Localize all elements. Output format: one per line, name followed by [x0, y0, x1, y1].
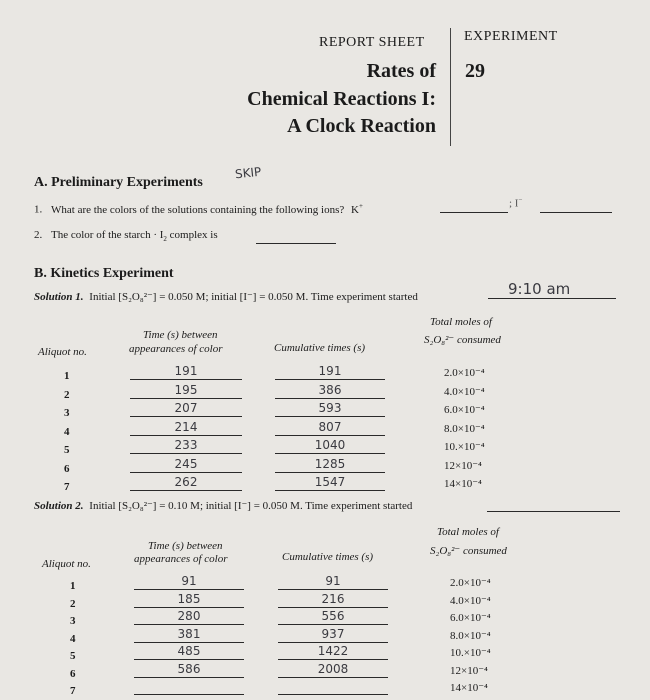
time-between-value[interactable]: 280 — [177, 609, 201, 623]
time-between-line — [130, 435, 242, 436]
aliquot-number: 5 — [70, 650, 76, 662]
total-moles-value: 4.0×10⁻⁴ — [444, 385, 485, 398]
time-between-value[interactable]: 485 — [177, 644, 201, 658]
aliquot-number: 4 — [64, 425, 70, 438]
question-1 — [34, 202, 363, 216]
cumulative-time-value[interactable]: 91 — [325, 574, 341, 588]
q1-number: 1. — [34, 203, 43, 216]
s2-header-time-2: appearances of color — [134, 553, 228, 565]
total-moles-value: 6.0×10⁻⁴ — [450, 612, 491, 624]
time-between-value[interactable]: 233 — [174, 438, 198, 452]
q1-answer-line-2[interactable] — [540, 212, 612, 213]
time-between-line — [134, 642, 244, 643]
q1-text: What are the colors of the solutions containing the following ions? — [51, 203, 345, 216]
cumulative-time-line — [278, 589, 388, 590]
s2-header-time-1: Time (s) between — [148, 540, 223, 552]
time-between-value[interactable]: 586 — [177, 661, 201, 676]
time-between-line — [134, 607, 244, 608]
q1-ion-iodide-label: ; I — [509, 197, 519, 210]
total-moles-value: 14×10⁻⁴ — [450, 682, 488, 694]
total-moles-value: 14×10⁻⁴ — [444, 478, 482, 490]
cumulative-time-value[interactable]: 593 — [318, 401, 342, 415]
solution-1-line — [34, 290, 418, 303]
title-line-3: A Clock Reaction — [287, 115, 436, 137]
q1-ion-potassium: K — [351, 203, 359, 216]
cumulative-time-value[interactable]: 2008 — [317, 661, 349, 676]
cumulative-time-value[interactable]: 1285 — [314, 456, 346, 471]
experiment-number: 29 — [465, 60, 485, 82]
s1-header-cumulative: Cumulative times (s) — [274, 342, 366, 354]
aliquot-number: 3 — [70, 615, 76, 627]
cumulative-time-value[interactable]: 556 — [321, 609, 345, 623]
time-between-value[interactable]: 191 — [174, 364, 198, 378]
solution-1-start-line[interactable] — [488, 298, 616, 299]
cumulative-time-line — [278, 677, 388, 678]
time-between-value[interactable]: 262 — [174, 475, 198, 489]
time-between-value[interactable]: 381 — [177, 626, 201, 641]
aliquot-number: 1 — [70, 580, 76, 592]
section-a-heading: A. Preliminary Experiments — [34, 175, 203, 190]
cumulative-time-line — [278, 607, 388, 608]
cumulative-time-value[interactable]: 1422 — [317, 644, 349, 658]
cumulative-time-value[interactable]: 1547 — [314, 475, 346, 489]
cumulative-time-value[interactable]: 386 — [318, 382, 342, 397]
cumulative-time-line — [278, 659, 388, 660]
report-sheet-label: REPORT SHEET — [319, 35, 425, 50]
aliquot-number: 3 — [64, 407, 70, 419]
cumulative-time-value[interactable]: 807 — [318, 419, 342, 434]
aliquot-number: 7 — [64, 481, 70, 493]
title-line-1: Rates of — [366, 60, 436, 82]
s2-header-moles-1: Total moles of — [437, 526, 499, 538]
q2-text: The color of the starch · I — [51, 229, 164, 241]
q1-ion-potassium-charge: + — [358, 202, 363, 210]
time-between-line — [130, 416, 242, 417]
time-between-value[interactable]: 195 — [174, 382, 198, 397]
cumulative-time-line — [275, 379, 385, 380]
header-divider — [450, 28, 451, 146]
cumulative-time-value[interactable]: 191 — [318, 364, 342, 378]
cumulative-time-value[interactable]: 937 — [321, 626, 345, 641]
cumulative-time-line — [278, 694, 388, 695]
total-moles-value: 2.0×10⁻⁴ — [444, 367, 485, 379]
total-moles-value: 2.0×10⁻⁴ — [450, 577, 491, 589]
q1-ion-iodide — [509, 196, 522, 210]
aliquot-number: 4 — [70, 632, 76, 645]
q1-ion-iodide-charge: − — [518, 196, 523, 204]
total-moles-value: 10.×10⁻⁴ — [444, 441, 485, 453]
time-between-line — [130, 398, 242, 399]
solution-2-line — [34, 499, 412, 512]
q2-answer-line[interactable] — [256, 243, 336, 244]
s1-header-time-2: appearances of color — [129, 343, 223, 355]
title-line-2: Chemical Reactions I: — [247, 88, 436, 110]
aliquot-number: 7 — [70, 685, 76, 697]
section-b-heading: B. Kinetics Experiment — [34, 266, 174, 281]
aliquot-number: 1 — [64, 370, 70, 382]
aliquot-number: 6 — [70, 667, 76, 680]
time-between-value[interactable]: 245 — [174, 456, 198, 471]
s1-header-moles-1: Total moles of — [430, 316, 492, 328]
time-between-line — [130, 490, 242, 491]
total-moles-value: 4.0×10⁻⁴ — [450, 594, 491, 607]
cumulative-time-line — [278, 642, 388, 643]
q2-text-end: complex is — [166, 229, 218, 241]
cumulative-time-line — [275, 398, 385, 399]
experiment-label: EXPERIMENT — [464, 29, 558, 44]
time-between-value[interactable]: 207 — [174, 401, 198, 415]
skip-note: SKIP — [234, 164, 262, 182]
total-moles-value: 12×10⁻⁴ — [450, 664, 488, 677]
s2-header-cumulative: Cumulative times (s) — [282, 551, 374, 563]
time-between-value[interactable]: 214 — [174, 419, 198, 434]
s1-header-moles-2: S₂O₈²⁻ consumed — [424, 334, 501, 346]
aliquot-number: 6 — [64, 462, 70, 475]
s2-header-moles-2: S₂O₈²⁻ consumed — [430, 545, 507, 557]
total-moles-value: 12×10⁻⁴ — [444, 459, 482, 472]
total-moles-value: 8.0×10⁻⁴ — [444, 422, 485, 435]
cumulative-time-value[interactable]: 216 — [321, 591, 345, 606]
s2-header-aliquot: Aliquot no. — [42, 558, 91, 570]
s1-header-time-1: Time (s) between — [143, 329, 218, 341]
aliquot-number: 5 — [64, 444, 70, 456]
cumulative-time-value[interactable]: 1040 — [314, 438, 346, 452]
time-between-line — [134, 624, 244, 625]
time-between-line — [134, 694, 244, 695]
cumulative-time-line — [275, 416, 385, 417]
time-between-value[interactable]: 185 — [177, 591, 201, 606]
aliquot-number: 2 — [64, 388, 70, 401]
time-between-line — [134, 589, 244, 590]
q2-subscript: 2 — [163, 235, 167, 244]
cumulative-time-line — [275, 490, 385, 491]
time-between-line — [130, 472, 242, 473]
total-moles-value: 8.0×10⁻⁴ — [450, 629, 491, 642]
solution-2-start-line[interactable] — [487, 511, 620, 512]
solution-1-start-time: 9:10 am — [508, 280, 571, 298]
time-between-line — [130, 379, 242, 380]
cumulative-time-line — [275, 472, 385, 473]
solution-1-conditions: Initial [S₂O₈²⁻] = 0.050 M; initial [I⁻] = 0.050 M. Time experiment started — [89, 291, 418, 303]
cumulative-time-line — [275, 453, 385, 454]
time-between-line — [134, 677, 244, 678]
total-moles-value: 10.×10⁻⁴ — [450, 647, 491, 659]
time-between-line — [130, 453, 242, 454]
time-between-value[interactable]: 91 — [181, 574, 197, 588]
s1-header-aliquot: Aliquot no. — [38, 346, 87, 358]
question-2 — [34, 229, 218, 243]
solution-2-conditions: Initial [S₂O₈²⁻] = 0.10 M; initial [I⁻] = 0.050 M. Time experiment started — [89, 500, 413, 512]
solution-1-label: Solution 1. — [34, 291, 84, 303]
cumulative-time-line — [278, 624, 388, 625]
aliquot-number: 2 — [70, 597, 76, 610]
cumulative-time-line — [275, 435, 385, 436]
total-moles-value: 6.0×10⁻⁴ — [444, 404, 485, 416]
time-between-line — [134, 659, 244, 660]
q2-number: 2. — [34, 229, 43, 241]
q1-answer-line-1[interactable] — [440, 212, 508, 213]
solution-2-label: Solution 2. — [34, 500, 84, 512]
